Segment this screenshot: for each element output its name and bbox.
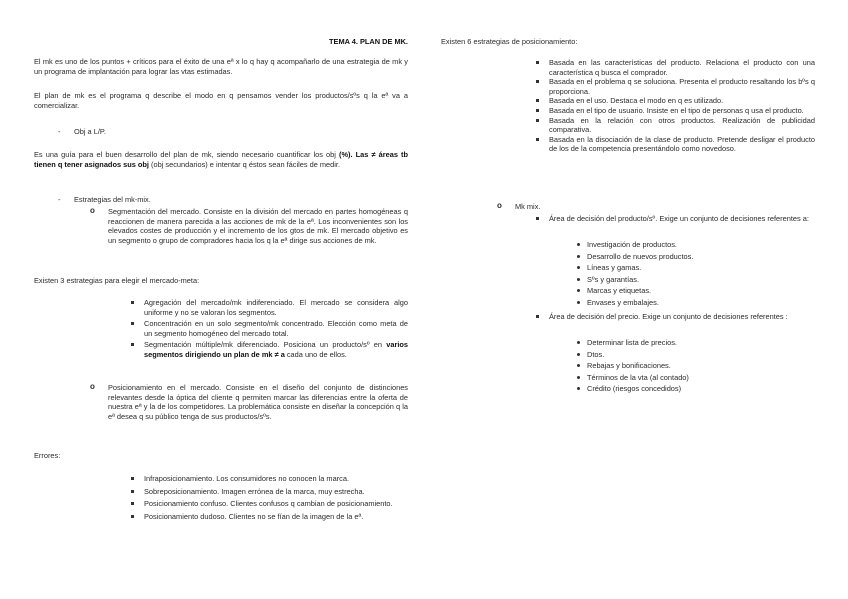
list-item: Envases y embalajes. bbox=[587, 298, 815, 308]
list-item: Basada en la disociación de la clase de producto. Pretende desligar el producto de los de la competencia presentándolo como novedoso. bbox=[549, 134, 815, 154]
list-item: Determinar lista de precios. bbox=[587, 338, 815, 348]
text-fragment: Es una guía para el buen desarrollo del plan de mk, siendo necesario cuantificar los obj bbox=[34, 150, 339, 159]
list-item: Sobreposicionamiento. Imagen errónea de la marca, muy estrecha. bbox=[144, 487, 408, 497]
text-fragment: (obj secundarios) e intentar q éstos sean fáciles de medir. bbox=[149, 159, 341, 169]
list-item: Área de decisión del producto/sº. Exige un conjunto de decisiones referentes a: bbox=[549, 214, 815, 224]
paragraph-posicionamiento: Existen 6 estrategias de posicionamiento: bbox=[441, 37, 578, 46]
list-item: Infraposicionamiento. Los consumidores no conocen la marca. bbox=[144, 474, 408, 484]
list-item: Desarrollo de nuevos productos. bbox=[587, 252, 815, 262]
list-item: Términos de la vta (al contado) bbox=[587, 373, 815, 383]
list-item: Basada en el uso. Destaca el modo en q es utilizado. bbox=[549, 96, 815, 106]
list-segmentacion bbox=[108, 207, 408, 245]
bold-fragment: (%). Las ≠ áreas tb tienen q tener asignados sus obj bbox=[34, 150, 408, 169]
list-item: - Estrategias del mk-mix. bbox=[74, 195, 408, 205]
paragraph-plan: El plan de mk es el programa q describe el modo en q pensamos vender los productos/sºs q la eª va a comercializar. bbox=[34, 91, 408, 110]
list-precio-decisiones bbox=[587, 338, 815, 394]
list-posicionamiento bbox=[108, 383, 408, 421]
list-item: Líneas y gamas. bbox=[587, 263, 815, 273]
list-item: Basada en las características del producto. Relaciona el producto con una característica q busca el comprador. bbox=[549, 58, 815, 77]
list-item: Basada en la relación con otros productos. Realización de publicidad comparativa. bbox=[549, 115, 815, 135]
list-item: o Posicionamiento en el mercado. Consiste en el diseño del conjunto de distinciones relevantes desde la óptica del cliente q permiten marcar las diferencias entre la oferta de nuestra eª y la de los competidores. La problemática consiste en diseñar la concepción q la eª desea q su público tenga de sus productos/sºs. bbox=[108, 383, 408, 421]
paragraph-guia bbox=[34, 150, 408, 169]
list-item: o Mk mix. bbox=[515, 202, 815, 212]
page-title: TEMA 4. PLAN DE MK. bbox=[329, 37, 408, 46]
paragraph-mercado-meta: Existen 3 estrategias para elegir el mercado-meta: bbox=[34, 276, 200, 285]
bold-fragment: varios segmentos dirigiendo un plan de mk ≠ a bbox=[144, 340, 408, 359]
list-item: Sºs y garantías. bbox=[587, 275, 815, 285]
list-obj bbox=[74, 127, 408, 137]
list-item: Área de decisión del precio. Exige un conjunto de decisiones referentes : bbox=[549, 312, 815, 322]
list-item: Crédito (riesgos concedidos) bbox=[587, 384, 815, 394]
text-fragment: cada uno de ellos. bbox=[284, 349, 347, 359]
paragraph-intro: El mk es uno de los puntos + críticos para el éxito de una eª x lo q hay q acompañarlo de una estrategia de mk y un programa de implantación para lograr las vtas estimadas. bbox=[34, 57, 408, 76]
list-mk-mix bbox=[515, 202, 815, 212]
list-mercado-meta bbox=[144, 298, 408, 360]
list-item: Basada en el tipo de usuario. Insiste en el tipo de personas q usa el producto. bbox=[549, 106, 815, 116]
list-item: Investigación de productos. bbox=[587, 240, 815, 250]
list-item: Agregación del mercado/mk indiferenciado. El mercado se considera algo uniforme y no se valoran los segmentos. bbox=[144, 298, 408, 317]
list-area-producto bbox=[549, 214, 815, 224]
list-posicionamiento-estrategias bbox=[549, 58, 815, 154]
list-item: Concentración en un solo segmento/mk concentrado. Elección como meta de un segmento homogéneo del mercado total. bbox=[144, 319, 408, 338]
list-item: Rebajas y bonificaciones. bbox=[587, 361, 815, 371]
list-estrategias bbox=[74, 195, 408, 205]
list-item: Posicionamiento confuso. Clientes confusos q cambian de posicionamiento. bbox=[144, 499, 408, 509]
list-item: - Obj a L/P. bbox=[74, 127, 408, 137]
errores-heading: Errores: bbox=[34, 451, 61, 460]
list-item: Basada en el problema q se soluciona. Presenta el producto resaltando los bºs q proporciona. bbox=[549, 77, 815, 96]
list-item bbox=[144, 340, 408, 359]
text-fragment: Segmentación múltiple/mk diferenciado. Posiciona un producto/sº en bbox=[144, 340, 387, 350]
list-errores bbox=[144, 474, 408, 521]
list-area-precio bbox=[549, 312, 815, 322]
list-item: Marcas y etiquetas. bbox=[587, 286, 815, 296]
list-item: Posicionamiento dudoso. Clientes no se fían de la imagen de la eª. bbox=[144, 512, 408, 522]
list-item: Dtos. bbox=[587, 350, 815, 360]
list-producto-decisiones bbox=[587, 240, 815, 308]
list-item: o Segmentación del mercado. Consiste en la división del mercado en partes homogéneas q reaccionen de manera parecida a las acciones de mk de la eª. Los inconvenientes son los elevados costes de producción y el incremento de los gtos de mk. El mercado objetivo es un segmento o grupo de compradores hacia los q la eª dirige sus acciones de mk. bbox=[108, 207, 408, 245]
